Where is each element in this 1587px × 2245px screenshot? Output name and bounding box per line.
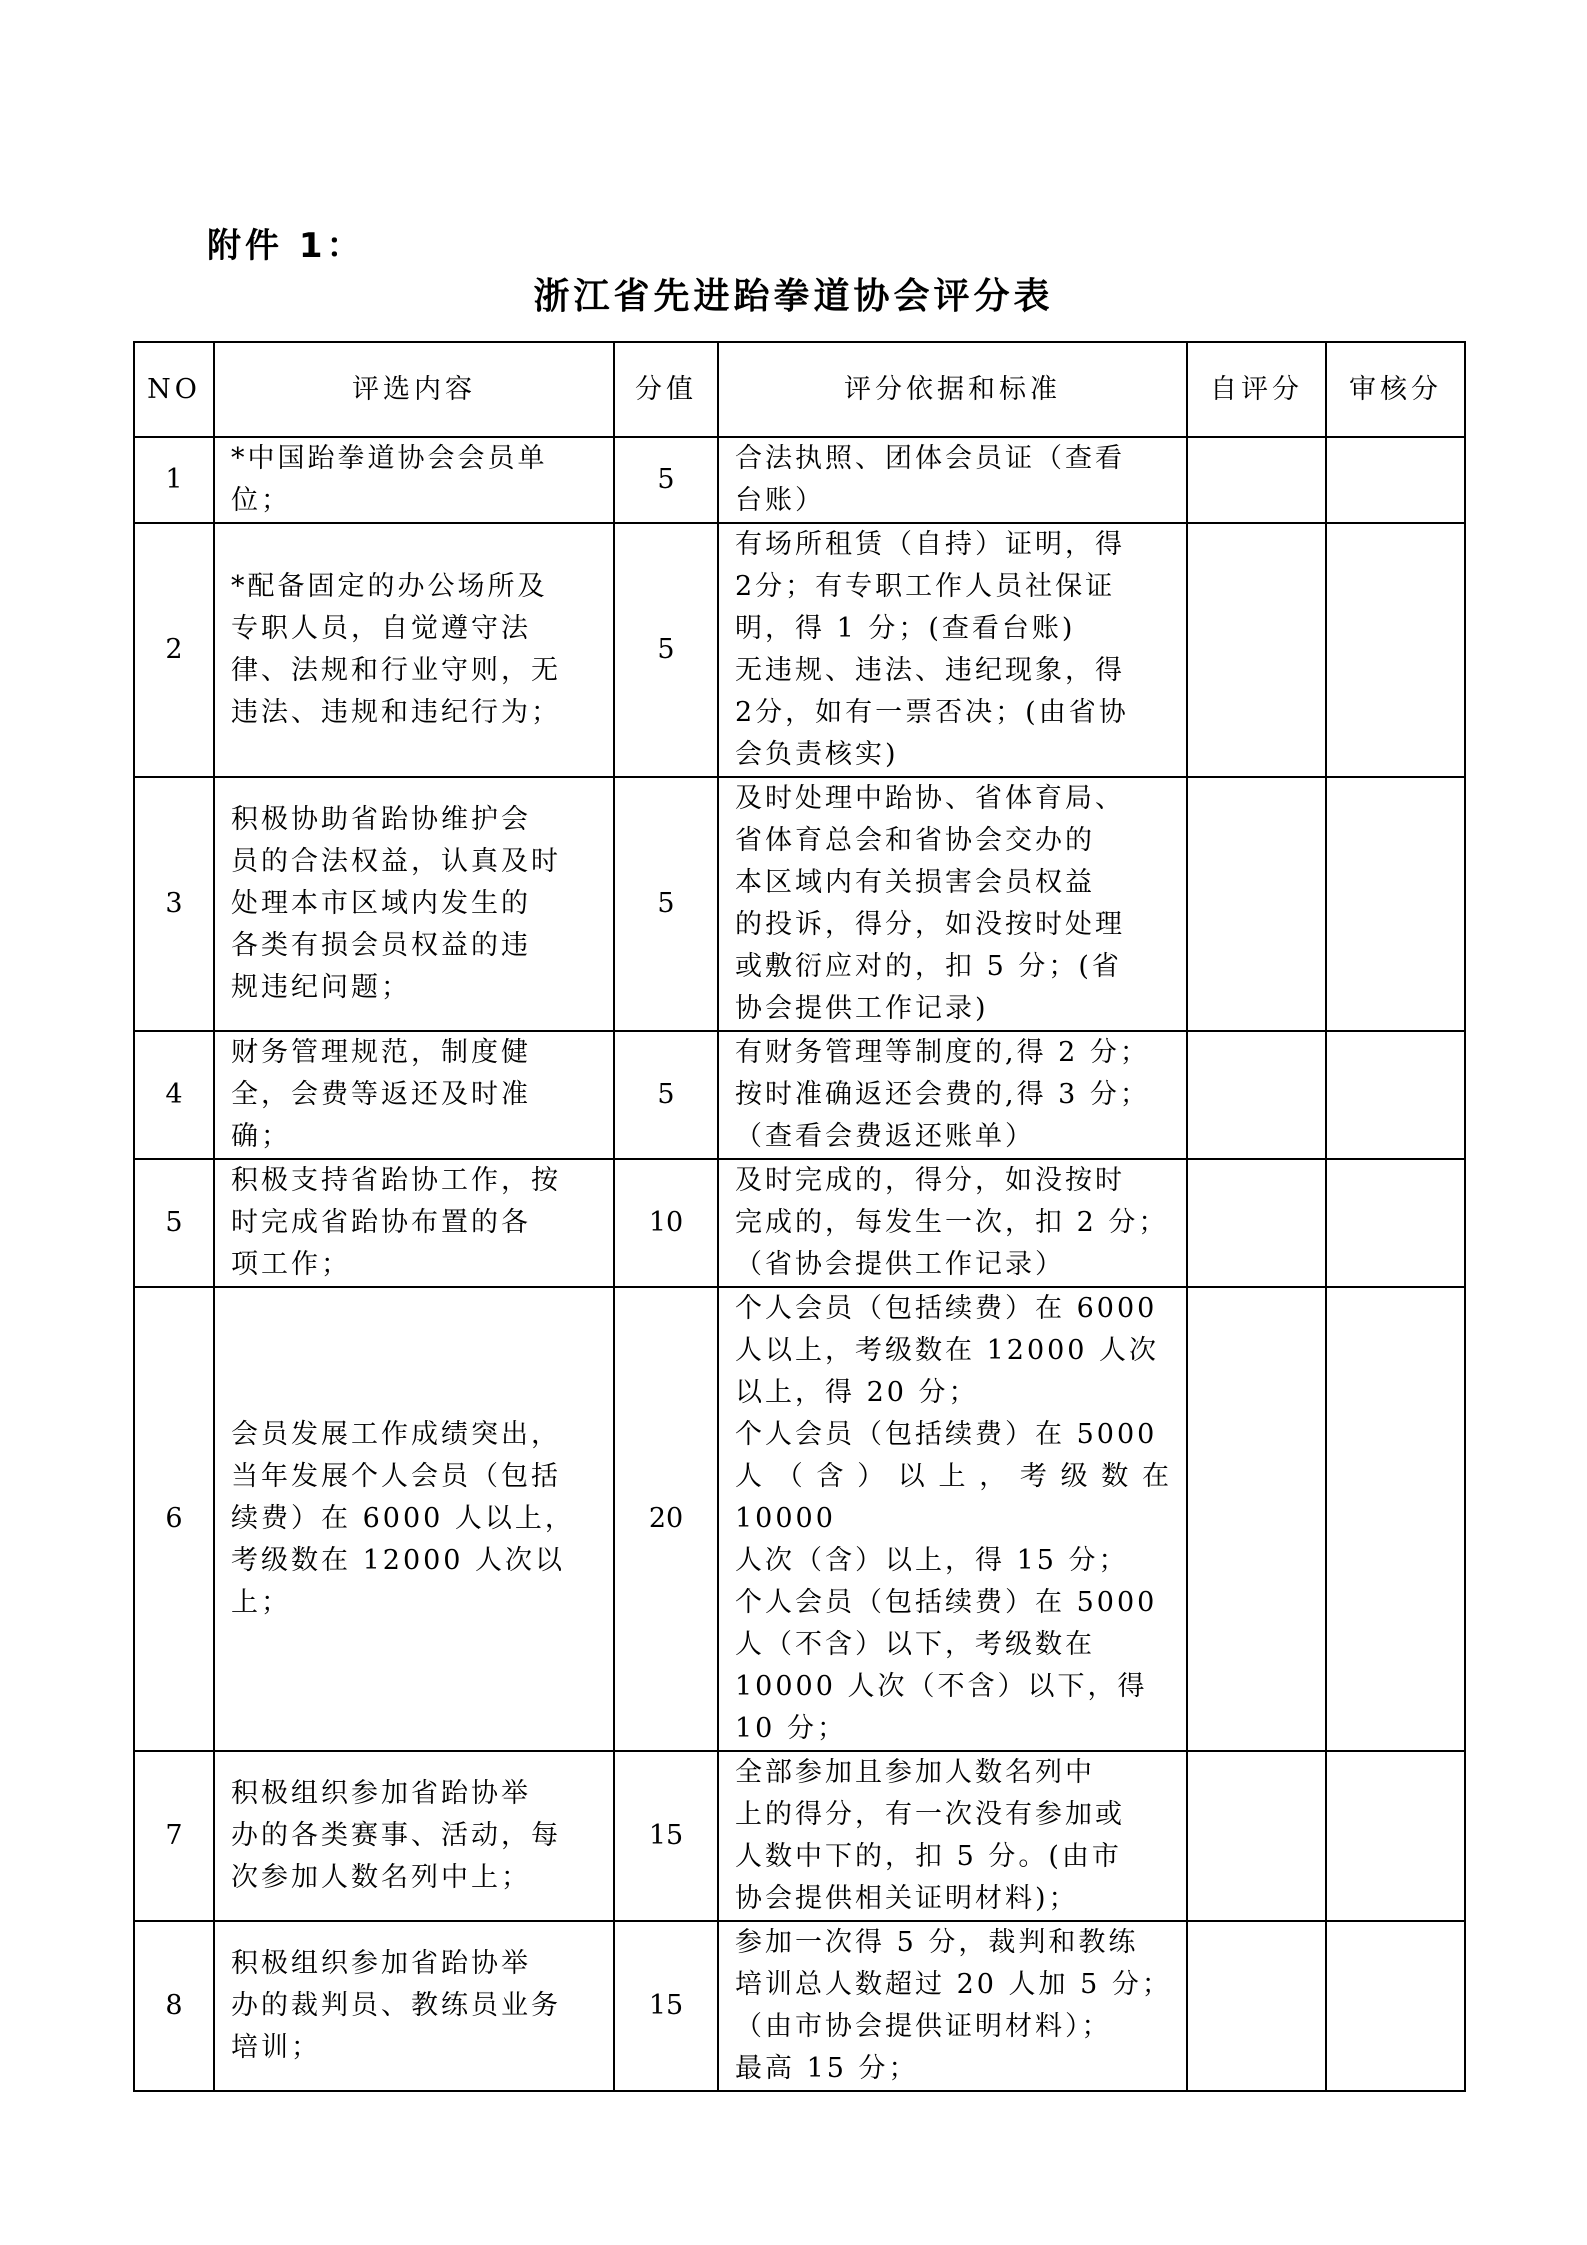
evaluation-content (214, 1031, 614, 1159)
table-row (134, 1921, 1465, 2091)
criteria-line: 培训总人数超过 20 人加 5 分； (735, 1969, 1172, 2000)
content-line: 考级数在 12000 人次以 (231, 1545, 566, 1576)
evaluation-content (214, 437, 614, 523)
content-line: 积极协助省跆协维护会 (231, 804, 531, 835)
criteria-line: 以上，得 20 分； (735, 1377, 979, 1408)
content-line: 上； (231, 1587, 291, 1618)
criteria-line: 人（不含）以下，考级数在 (735, 1629, 1095, 1660)
criteria-line: 的投诉，得分，如没按时处理 (735, 909, 1125, 940)
content-line: 会员发展工作成绩突出， (231, 1419, 561, 1450)
criteria-line: 人数中下的，扣 5 分。(由市 (735, 1841, 1122, 1872)
criteria-line: 及时完成的，得分，如没按时 (735, 1165, 1125, 1196)
score-value: 5 (614, 777, 718, 1031)
row-number: 7 (134, 1751, 214, 1921)
row-number: 1 (134, 437, 214, 523)
criteria-line: 人次（含）以上，得 15 分； (735, 1545, 1129, 1576)
self-score-cell[interactable] (1187, 437, 1326, 523)
table-header-row (134, 342, 1465, 437)
row-number: 8 (134, 1921, 214, 2091)
content-line: 位； (231, 485, 291, 516)
document-title: 浙江省先进跆拳道协会评分表 (533, 276, 1054, 317)
table-row (134, 1159, 1465, 1287)
scoring-criteria (718, 1031, 1187, 1159)
evaluation-content (214, 523, 614, 777)
score-value: 10 (614, 1159, 718, 1287)
row-number: 3 (134, 777, 214, 1031)
content-line: 办的各类赛事、活动，每 (231, 1820, 561, 1851)
criteria-line: 台账） (735, 485, 825, 516)
self-score-cell[interactable] (1187, 777, 1326, 1031)
evaluation-content (214, 1751, 614, 1921)
self-score-cell[interactable] (1187, 1159, 1326, 1287)
criteria-line: 10 分； (735, 1713, 847, 1744)
score-value: 20 (614, 1287, 718, 1751)
scoring-criteria (718, 523, 1187, 777)
score-value: 5 (614, 1031, 718, 1159)
scoring-criteria (718, 1159, 1187, 1287)
attachment-label: 附件 1： (207, 226, 365, 266)
scoring-criteria (718, 777, 1187, 1031)
criteria-line: （省协会提供工作记录） (735, 1249, 1065, 1280)
content-line: 财务管理规范，制度健 (231, 1037, 531, 1068)
content-line: 积极组织参加省跆协举 (231, 1778, 531, 1809)
column-header-criteria: 评分依据和标准 (718, 342, 1187, 437)
criteria-line: 合法执照、团体会员证（查看 (735, 443, 1125, 474)
review-score-cell[interactable] (1326, 523, 1465, 777)
criteria-line: 2分，如有一票否决；(由省协 (735, 697, 1129, 728)
content-line: 各类有损会员权益的违 (231, 930, 531, 961)
content-line: 时完成省跆协布置的各 (231, 1207, 531, 1238)
criteria-line: 完成的，每发生一次，扣 2 分； (735, 1207, 1169, 1238)
self-score-cell[interactable] (1187, 1031, 1326, 1159)
content-line: 员的合法权益，认真及时 (231, 846, 561, 877)
evaluation-content (214, 1159, 614, 1287)
evaluation-content (214, 1921, 614, 2091)
column-header-no: NO (134, 342, 214, 437)
column-header-review-score: 审核分 (1326, 342, 1465, 437)
review-score-cell[interactable] (1326, 1921, 1465, 2091)
criteria-line: （查看会费返还账单） (735, 1121, 1035, 1152)
content-line: 全，会费等返还及时准 (231, 1079, 531, 1110)
review-score-cell[interactable] (1326, 777, 1465, 1031)
self-score-cell[interactable] (1187, 1287, 1326, 1751)
criteria-line: 明，得 1 分；(查看台账) (735, 613, 1076, 644)
self-score-cell[interactable] (1187, 1751, 1326, 1921)
content-line: 规违纪问题； (231, 972, 411, 1003)
criteria-line: 本区域内有关损害会员权益 (735, 867, 1095, 898)
criteria-line: 最高 15 分； (735, 2053, 919, 2084)
review-score-cell[interactable] (1326, 1287, 1465, 1751)
content-line: 办的裁判员、教练员业务 (231, 1990, 561, 2021)
criteria-line: 会负责核实) (735, 739, 899, 770)
criteria-line: 及时处理中跆协、省体育局、 (735, 783, 1125, 814)
column-header-content: 评选内容 (214, 342, 614, 437)
criteria-line: 人（含）以上，考级数在 10000 (735, 1461, 1172, 1534)
criteria-line: 全部参加且参加人数名列中 (735, 1757, 1095, 1788)
score-table (133, 341, 1466, 2092)
content-line: *中国跆拳道协会会员单 (231, 443, 548, 474)
review-score-cell[interactable] (1326, 1031, 1465, 1159)
criteria-line: 个人会员（包括续费）在 6000 (735, 1293, 1158, 1324)
table-row (134, 1031, 1465, 1159)
row-number: 4 (134, 1031, 214, 1159)
content-line: 确； (231, 1121, 291, 1152)
criteria-line: 人以上，考级数在 12000 人次 (735, 1335, 1160, 1366)
score-value: 5 (614, 523, 718, 777)
content-line: 律、法规和行业守则，无 (231, 655, 561, 686)
table-row (134, 523, 1465, 777)
content-line: 当年发展个人会员（包括 (231, 1461, 561, 1492)
score-value: 15 (614, 1751, 718, 1921)
criteria-line: 省体育总会和省协会交办的 (735, 825, 1095, 856)
scoring-criteria (718, 1287, 1187, 1751)
criteria-line: 个人会员（包括续费）在 5000 (735, 1419, 1158, 1450)
criteria-line: 2分；有专职工作人员社保证 (735, 571, 1116, 602)
criteria-line: 有财务管理等制度的,得 2 分； (735, 1037, 1150, 1068)
content-line: 积极组织参加省跆协举 (231, 1948, 531, 1979)
criteria-line: 个人会员（包括续费）在 5000 (735, 1587, 1158, 1618)
content-line: 培训； (231, 2032, 321, 2063)
self-score-cell[interactable] (1187, 1921, 1326, 2091)
criteria-line: 参加一次得 5 分，裁判和教练 (735, 1927, 1139, 1958)
table-row (134, 777, 1465, 1031)
table-row (134, 437, 1465, 523)
content-line: 违法、违规和违纪行为； (231, 697, 561, 728)
column-header-self-score: 自评分 (1187, 342, 1326, 437)
content-line: 续费）在 6000 人以上， (231, 1503, 575, 1534)
evaluation-content (214, 777, 614, 1031)
content-line: 专职人员，自觉遵守法 (231, 613, 531, 644)
criteria-line: 或敷衍应对的，扣 5 分；(省 (735, 951, 1122, 982)
criteria-line: 上的得分，有一次没有参加或 (735, 1799, 1125, 1830)
review-score-cell[interactable] (1326, 437, 1465, 523)
evaluation-content (214, 1287, 614, 1751)
row-number: 5 (134, 1159, 214, 1287)
review-score-cell[interactable] (1326, 1751, 1465, 1921)
score-value: 15 (614, 1921, 718, 2091)
scoring-criteria (718, 437, 1187, 523)
review-score-cell[interactable] (1326, 1159, 1465, 1287)
criteria-line: 按时准确返还会费的,得 3 分； (735, 1079, 1150, 1110)
criteria-line: 协会提供工作记录) (735, 993, 989, 1024)
row-number: 2 (134, 523, 214, 777)
content-line: *配备固定的办公场所及 (231, 571, 548, 602)
scoring-criteria (718, 1921, 1187, 2091)
criteria-line: （由市协会提供证明材料）； (735, 2011, 1112, 2042)
criteria-line: 有场所租赁（自持）证明，得 (735, 529, 1125, 560)
column-header-score: 分值 (614, 342, 718, 437)
row-number: 6 (134, 1287, 214, 1751)
self-score-cell[interactable] (1187, 523, 1326, 777)
criteria-line: 协会提供相关证明材料)； (735, 1883, 1079, 1914)
content-line: 项工作； (231, 1249, 351, 1280)
scoring-criteria (718, 1751, 1187, 1921)
criteria-line: 无违规、违法、违纪现象，得 (735, 655, 1125, 686)
table-row (134, 1751, 1465, 1921)
content-line: 积极支持省跆协工作，按 (231, 1165, 561, 1196)
content-line: 处理本市区域内发生的 (231, 888, 531, 919)
table-row (134, 1287, 1465, 1751)
score-value: 5 (614, 437, 718, 523)
criteria-line: 10000 人次（不含）以下，得 (735, 1671, 1148, 1702)
content-line: 次参加人数名列中上； (231, 1862, 531, 1893)
